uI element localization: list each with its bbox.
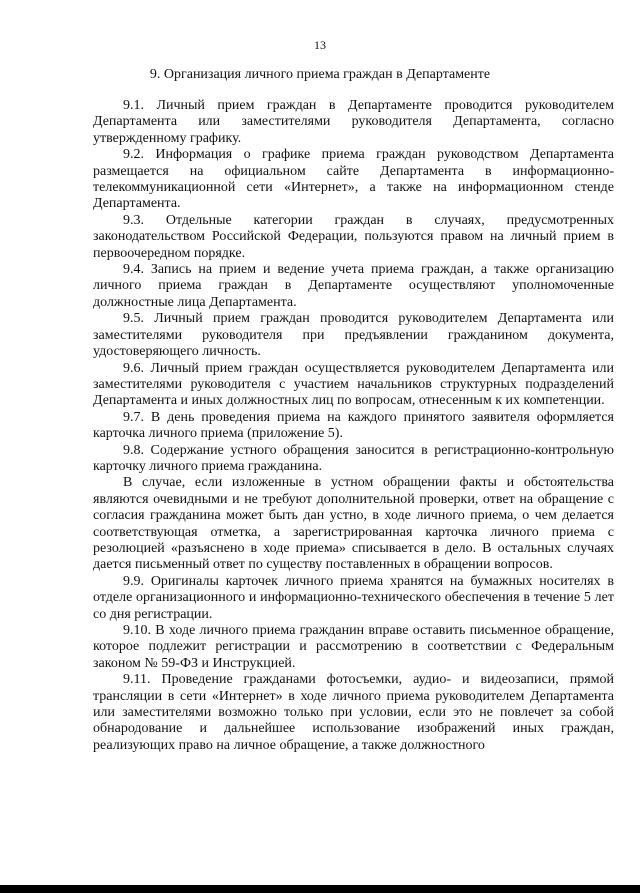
paragraph-9-7: 9.7. В день проведения приема на каждого принятого заявителя оформляется карточка личного приема (приложение 5). xyxy=(93,409,614,442)
paragraph-9-11: 9.11. Проведение гражданами фотосъемки, аудио- и видеозаписи, прямой трансляции в сети «Интернет» в ходе личного приема руководителем Департамента или заместителями возможно только при условии, если это не повлечет за собой обнародование и дальнейшее использование изображений иных граждан, реализующих право на личное обращение, а также должностного xyxy=(93,672,614,753)
scan-bottom-edge xyxy=(0,885,640,893)
paragraph-9-8-continued: В случае, если изложенные в устном обращении факты и обстоятельства являются очевидными и не требуют дополнительной проверки, ответ на обращение с согласия гражданина может быть дан устно, в ходе личного приема, о чем делается соответствующая отметка, а зарегистрированная карточка личного приема с резолюцией «разъяснено в ходе приема» списывается в дело. В остальных случаях дается письменный ответ по существу поставленных в обращении вопросов. xyxy=(93,475,614,573)
paragraph-9-9: 9.9. Оригиналы карточек личного приема хранятся на бумажных носителях в отделе организационного и информационно-технического обеспечения в течение 5 лет со дня регистрации. xyxy=(93,573,614,622)
paragraph-9-4: 9.4. Запись на прием и ведение учета приема граждан, а также организацию личного приема граждан в Департаменте осуществляют уполномоченные должностные лица Департамента. xyxy=(93,262,614,310)
paragraph-9-1: 9.1. Личный прием граждан в Департаменте проводится руководителем Департамента или заместителями руководителя Департамента, согласно утвержденному графику. xyxy=(93,98,614,146)
paragraph-9-10: 9.10. В ходе личного приема гражданин вправе оставить письменное обращение, которое подлежит регистрации и рассмотрению в соответствии с Федеральным законом № 59-ФЗ и Инструкцией. xyxy=(93,623,614,671)
section-title: 9. Организация личного приема граждан в Департаменте xyxy=(149,67,491,82)
paragraph-9-6: 9.6. Личный прием граждан осуществляется руководителем Департамента или заместителями руководителя с участием начальников структурных подразделений Департамента и иных должностных лиц по вопросам, отнесенным к их компетенции. xyxy=(93,360,614,409)
document-body xyxy=(93,98,614,754)
paragraph-9-3: 9.3. Отдельные категории граждан в случаях, предусмотренных законодательством Российской Федерации, пользуются правом на личный прием в первоочередном порядке. xyxy=(93,212,614,261)
paragraph-9-5: 9.5. Личный прием граждан проводится руководителем Департамента или заместителями руководителя при предъявлении гражданином документа, удостоверяющего личность. xyxy=(93,311,614,360)
paragraph-9-8: 9.8. Содержание устного обращения заносится в регистрационно-контрольную карточку личного приема гражданина. xyxy=(93,442,614,474)
paragraph-9-2: 9.2. Информация о графике приема граждан руководством Департамента размещается на официальном сайте Департамента в информационно-телекоммуникационной сети «Интернет», а также на информационном стенде Департамента. xyxy=(93,147,614,212)
page-number: 13 xyxy=(314,38,326,52)
